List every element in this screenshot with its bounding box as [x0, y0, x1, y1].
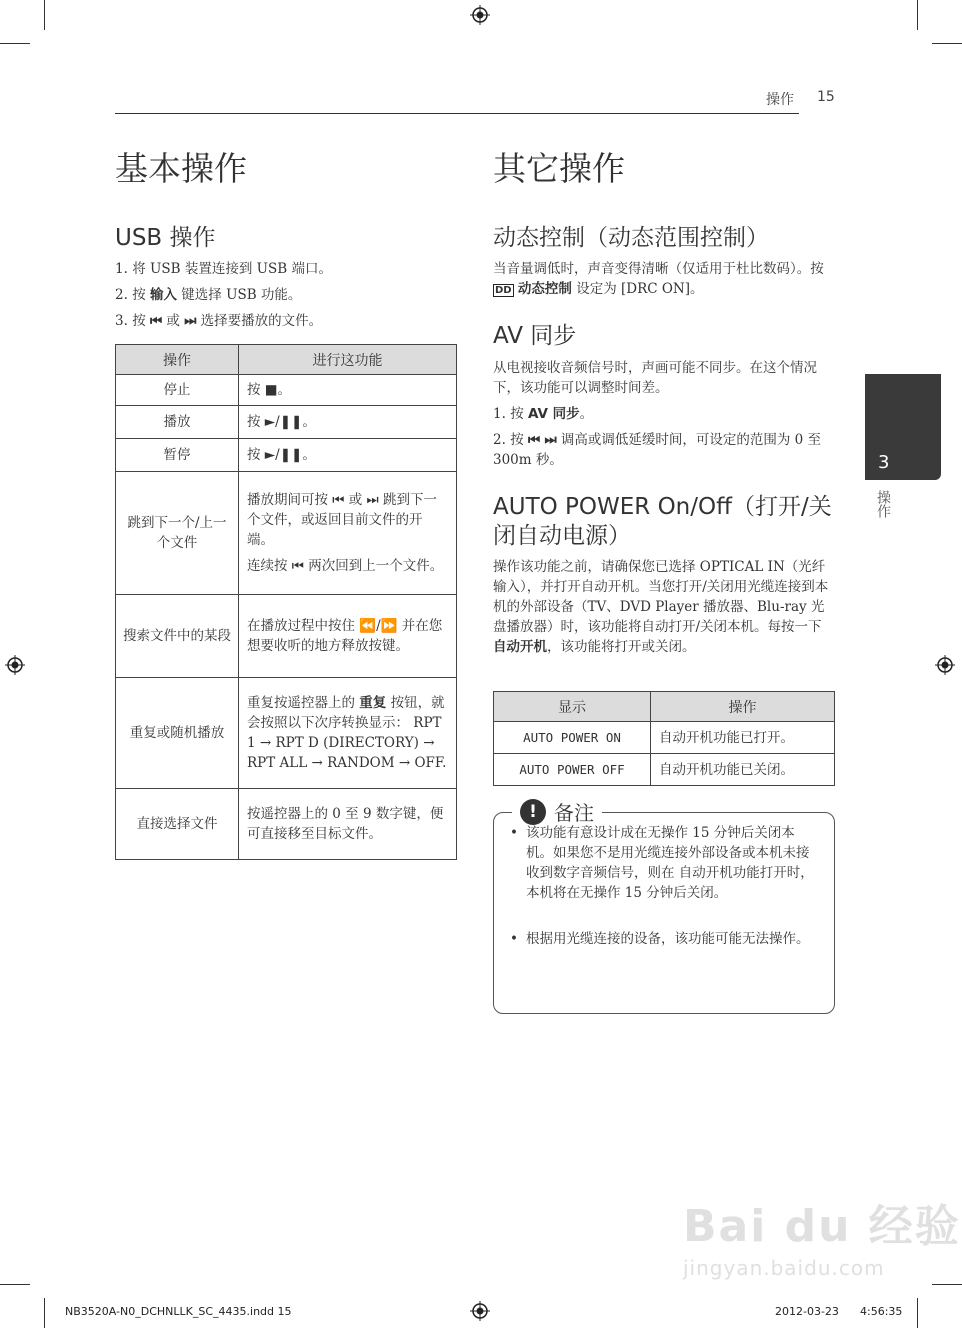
usb-operations-table [115, 344, 457, 860]
next-icon: ⏭ [184, 313, 197, 329]
autopower-heading: AUTO POWER On/Off（打开/关闭自动电源） [493, 494, 832, 549]
av-heading: AV 同步 [493, 323, 577, 349]
registration-mark-left [5, 655, 25, 675]
usb-step-2: 2. 按 输入 键选择 USB 功能。 [115, 287, 302, 303]
table-row: 跳到下一个/上一个文件 播放期间可按 ⏮ 或 ⏭ 跳到下一个文件，或返回目前文件的开端。 连续按 ⏮ 两次回到上一个文件。 [116, 472, 457, 595]
table-row: 停止 按 ■。 [116, 375, 457, 406]
table-row: 重复或随机播放 重复按遥控器上的 重复 按钮，就会按照以下次序转换显示： RPT 1 → RPT D (DIRECTORY) → RPT ALL → RANDOM → OFF. [116, 678, 457, 789]
header-section: 操作 [766, 92, 794, 108]
table-header: 显示 [494, 692, 651, 722]
usb-step-1: 1. 将 USB 装置连接到 USB 端口。 [115, 261, 332, 277]
registration-mark-bottom [470, 1301, 490, 1321]
autopower-text: 操作该功能之前，请确保您已选择 OPTICAL IN（光纤输入），并打开自动开机。当您打开/关闭用光缆连接到本机的外部设备（TV、DVD Player 播放器、Blu-ray 光盘播放器）时，该功能将自动打开/关闭本机。每按一下 自动开机，该功能将打开或关闭。 [493, 559, 829, 655]
table-header: 进行这功能 [239, 345, 457, 375]
autopower-table [493, 691, 835, 786]
exclamation-icon: ! [520, 799, 546, 825]
table-header: 操作 [116, 345, 239, 375]
footer-time: 4:56:35 [860, 1305, 903, 1318]
table-row: 播放 按 ►/❚❚。 [116, 406, 457, 439]
note-item: • 该功能有意设计成在无操作 15 分钟后关闭本机。如果您不是用光缆连接外部设备或本机未接收到数字音频信号，则在 自动开机功能打开时，本机将在无操作 15 分钟后关闭。 [526, 823, 821, 903]
table-header: 操作 [651, 692, 835, 722]
next-icon: ⏭ [544, 432, 557, 448]
chapter-label: 操作 [875, 490, 891, 518]
prev-icon: ⏮ [527, 432, 541, 448]
header-rule [115, 113, 799, 114]
chapter-tab [865, 374, 941, 480]
table-row: 暂停 按 ►/❚❚。 [116, 439, 457, 472]
av-text: 从电视接收音频信号时，声画可能不同步。在这个情况下，该功能可以调整时间差。 [493, 360, 817, 396]
baidu-watermark: Bai du 经验 jingyan.baidu.com [683, 1201, 961, 1280]
table-row: AUTO POWER ON 自动开机功能已打开。 [494, 722, 835, 754]
note-item: • 根据用光缆连接的设备，该功能可能无法操作。 [526, 929, 821, 949]
right-title: 其它操作 [493, 149, 625, 188]
note-label: 备注 [554, 801, 594, 825]
table-row: 搜索文件中的某段 在播放过程中按住 ⏪/⏩ 并在您想要收听的地方释放按键。 [116, 595, 457, 678]
table-row: 直接选择文件 按遥控器上的 0 至 9 数字键，便可直接移至目标文件。 [116, 789, 457, 860]
table-row: AUTO POWER OFF 自动开机功能已关闭。 [494, 754, 835, 786]
registration-mark-right [935, 655, 955, 675]
footer-file: NB3520A-N0_DCHNLLK_SC_4435.indd 15 [65, 1305, 292, 1318]
drc-text: 当音量调低时，声音变得清晰（仅适用于杜比数码）。按 DD 动态控制 设定为 [DRC ON]。 [493, 261, 824, 297]
usb-heading: USB 操作 [115, 225, 216, 251]
page-number: 15 [817, 89, 835, 105]
chapter-number: 3 [878, 452, 890, 473]
usb-step-3: 3. 按 ⏮ 或 ⏭ 选择要播放的文件。 [115, 313, 323, 329]
left-title: 基本操作 [115, 149, 247, 188]
note-header [512, 797, 602, 826]
prev-icon: ⏮ [149, 313, 163, 329]
dolby-icon: DD [495, 285, 512, 296]
drc-heading: 动态控制（动态范围控制） [493, 225, 769, 251]
av-step-2: 2. 按 ⏮ ⏭ 调高或调低延缓时间，可设定的范围为 0 至 300m 秒。 [493, 432, 822, 468]
av-step-1: 1. 按 AV 同步。 [493, 406, 594, 422]
footer-date: 2012-03-23 [775, 1305, 839, 1318]
registration-mark-top [470, 5, 490, 25]
